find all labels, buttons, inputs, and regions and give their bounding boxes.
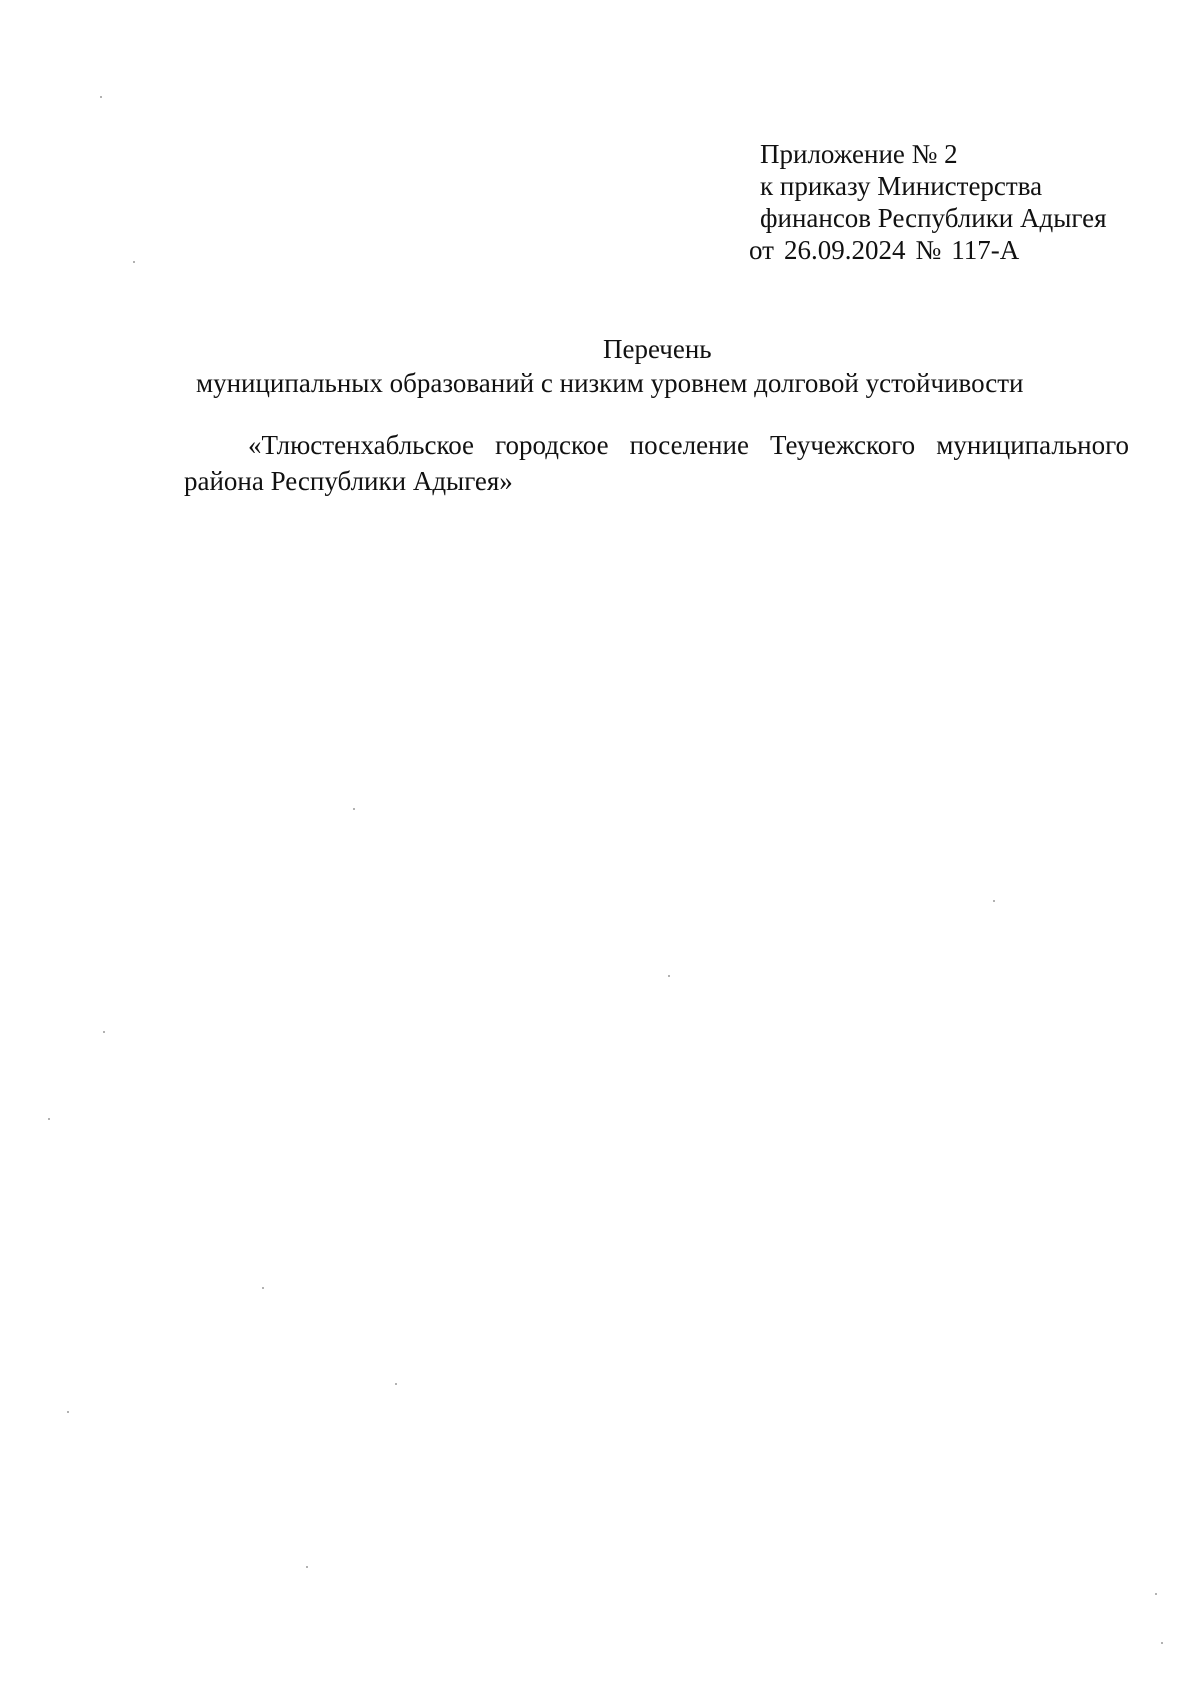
scan-speck [103, 1031, 105, 1033]
annex-header [749, 138, 1107, 266]
date-prefix: от [749, 235, 774, 265]
order-date: 26.09.2024 [783, 235, 906, 265]
scan-speck [993, 900, 995, 902]
annex-line-order: к приказу Министерства [760, 171, 1043, 201]
municipality-entry: «Тлюстенхабльское городское поселение Теучежского муниципального района Республики Адыгея» [184, 430, 1129, 496]
number-sign: № [915, 235, 942, 265]
annex-line-date [749, 234, 1107, 266]
scan-speck [100, 96, 102, 98]
scan-speck [668, 975, 670, 977]
scan-speck [353, 808, 355, 810]
scan-speck [1161, 1642, 1163, 1644]
scan-speck [48, 1118, 50, 1120]
annex-line-ministry: финансов Республики Адыгея [760, 203, 1107, 233]
scan-speck [67, 1411, 69, 1413]
document-title: Перечень [603, 334, 712, 364]
scan-speck [262, 1287, 264, 1289]
document-subtitle: муниципальных образований с низким уровнем долговой устойчивости [196, 368, 1024, 398]
scan-speck [306, 1566, 308, 1568]
scan-speck [1155, 1593, 1157, 1595]
scan-speck [395, 1383, 397, 1385]
order-number: 117-А [951, 235, 1020, 265]
scan-speck [133, 261, 135, 263]
annex-line-appendix: Приложение № 2 [760, 139, 958, 169]
